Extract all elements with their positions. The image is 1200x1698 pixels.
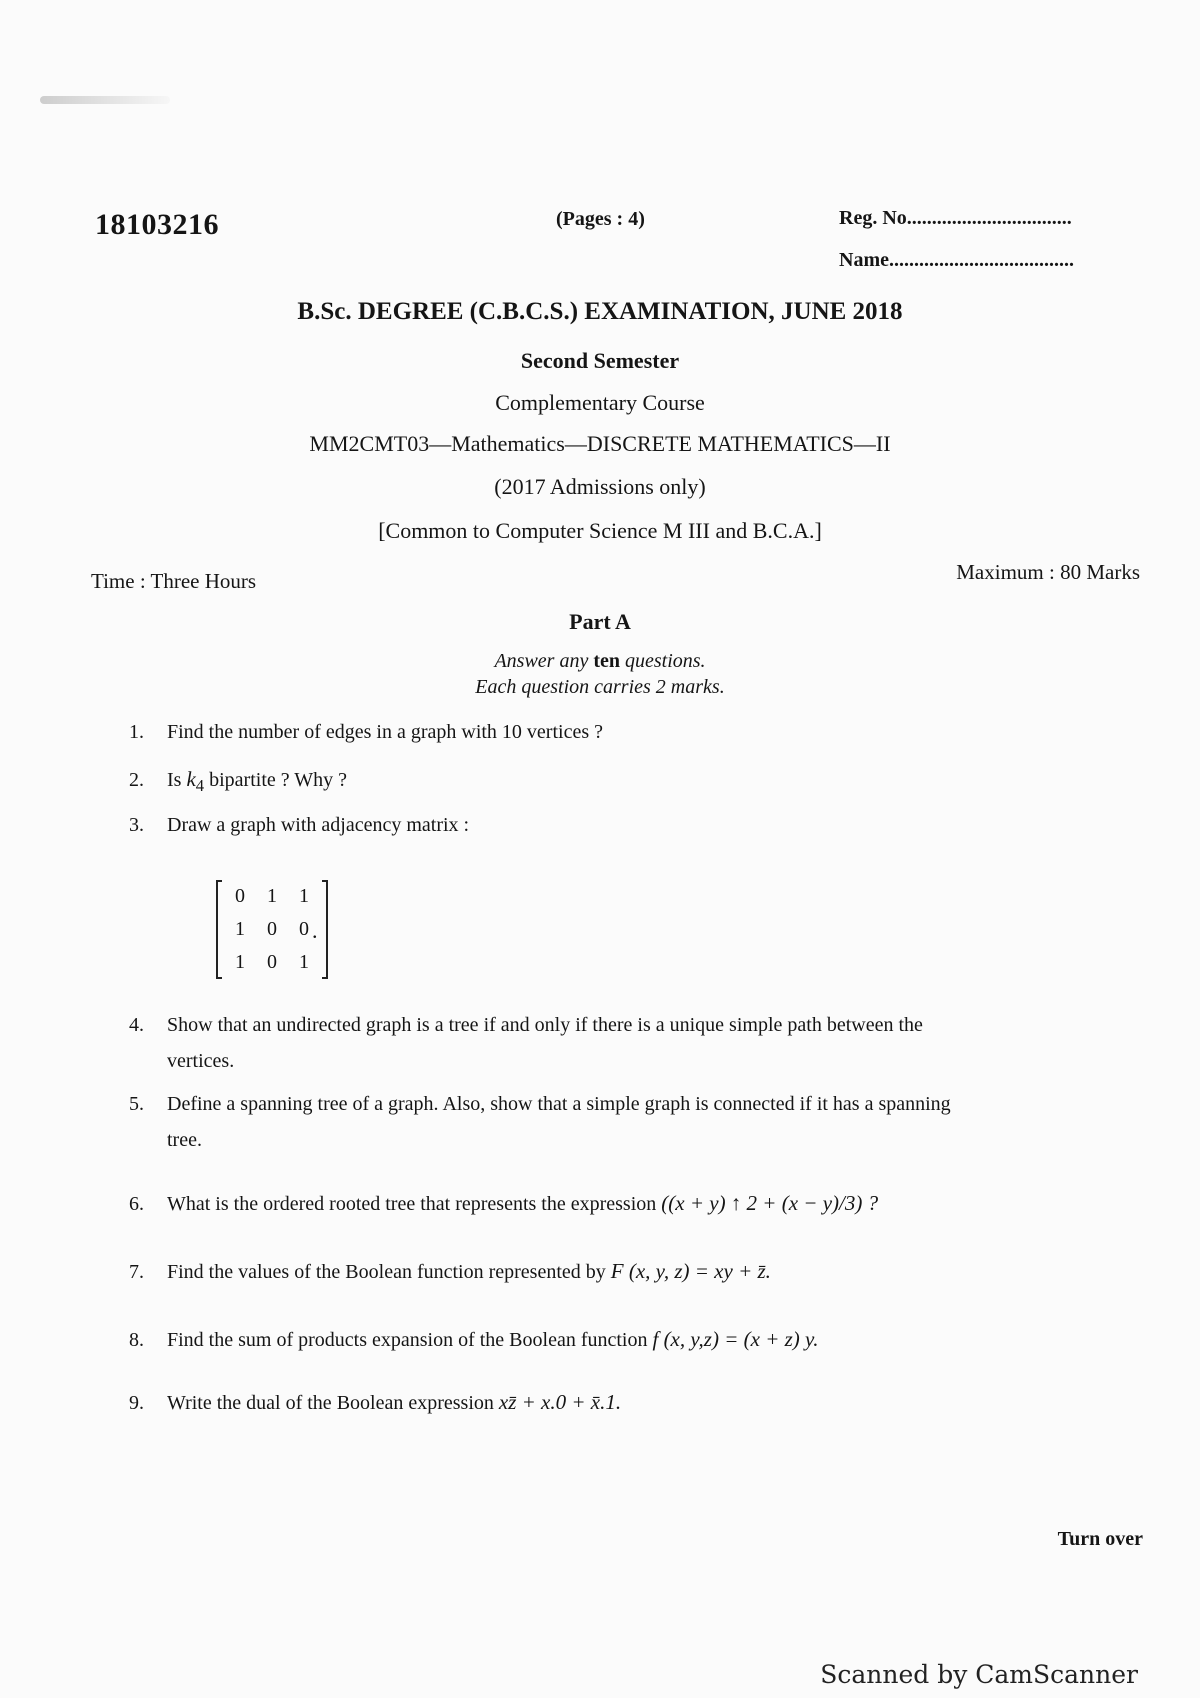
question-4: 4. Show that an undirected graph is a tree if and only if there is a unique simple path between the vertices.: [129, 1014, 923, 1072]
turn-over-note: Turn over: [1057, 1528, 1143, 1550]
matrix-row: 0 1 1: [235, 885, 309, 907]
question-3: 3. Draw a graph with adjacency matrix :: [129, 814, 470, 836]
page-count: (Pages : 4): [556, 208, 645, 230]
matrix-row: 1 0 0: [235, 918, 309, 940]
admissions-note: (2017 Admissions only): [494, 474, 706, 499]
common-note: [Common to Computer Science M III and B.C.A.]: [378, 518, 822, 543]
question-6: 6. What is the ordered rooted tree that represents the expression ((x + y) ↑ 2 + (x − y)/3) ?: [129, 1191, 879, 1215]
question-5: 5. Define a spanning tree of a graph. Also, show that a simple graph is connected if it has a spanning tree.: [129, 1093, 951, 1151]
matrix-period: .: [312, 918, 318, 943]
instruction-line-1: Answer any ten questions.: [494, 650, 706, 672]
scanner-watermark: Scanned by CamScanner: [820, 1660, 1138, 1689]
paper-code: 18103216: [95, 208, 219, 241]
name-field: Name.....................................: [839, 249, 1074, 271]
question-7: 7. Find the values of the Boolean function represented by F (x, y, z) = xy + z̄.: [129, 1259, 771, 1283]
subject-title: MM2CMT03—Mathematics—DISCRETE MATHEMATICS—II: [309, 431, 891, 456]
instruction-line-2: Each question carries 2 marks.: [475, 676, 725, 698]
matrix-row: 1 0 1: [235, 951, 309, 973]
question-1: 1. Find the number of edges in a graph with 10 vertices ?: [129, 721, 603, 743]
scan-smudge: [40, 96, 170, 104]
exam-title: B.Sc. DEGREE (C.B.C.S.) EXAMINATION, JUNE 2018: [297, 298, 903, 325]
reg-no-field: Reg. No.................................: [839, 207, 1072, 229]
question-9: 9. Write the dual of the Boolean expression xz̄ + x.0 + x̄.1.: [129, 1390, 622, 1414]
time-allowed: Time : Three Hours: [91, 569, 257, 593]
max-marks: Maximum : 80 Marks: [956, 560, 1140, 584]
semester: Second Semester: [520, 348, 680, 373]
course-type: Complementary Course: [495, 390, 705, 415]
part-heading: Part A: [569, 609, 631, 634]
question-8: 8. Find the sum of products expansion of the Boolean function f (x, y,z) = (x + z) y.: [129, 1327, 819, 1351]
question-2: 2. Is $k_4$ bipartite ? Why ?: [129, 767, 348, 795]
